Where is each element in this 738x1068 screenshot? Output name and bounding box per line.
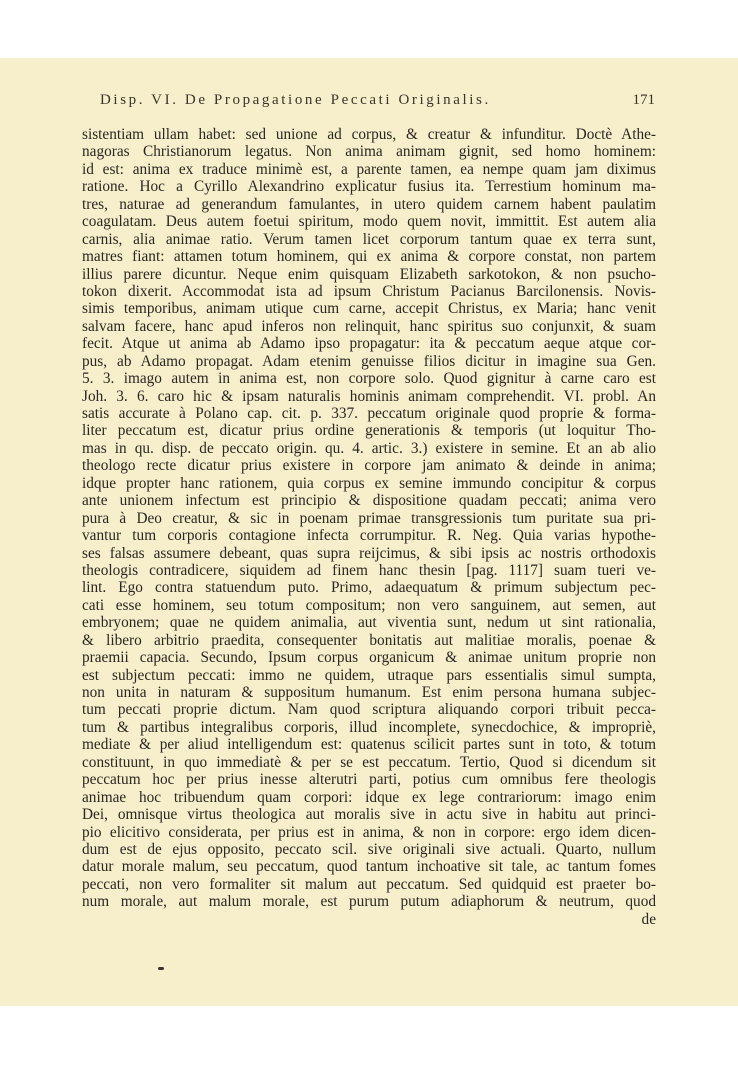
text-line: coagulatam. Deus autem foetui spiritum, modo quem novit, immittit. Est autem alia [82,213,656,231]
text-line: fecit. Atque ut anima ab Adamo ipso propagatur: ita & peccatum aeque atque cor- [82,335,656,353]
text-line: ses falsas assumere debeant, quas supra reijcimus, & sibi ipsis ac nostris orthodoxis [82,544,656,562]
book-page [0,58,738,1006]
text-line: simis temporibus, animam utique cum carne, accepit Christus, ex Maria; hanc venit [82,300,656,318]
text-line: constituunt, in quo immediatè & per se est peccatum. Tertio, Quod si dicendum sit [82,753,656,771]
text-line: idque propter hanc rationem, quia corpus ex semine immundo concipitur & corpus [82,474,656,492]
text-line: sistentiam ullam habet: sed unione ad corpus, & creatur & infunditur. Doctè Athe- [82,126,656,143]
body-text [82,126,656,928]
text-line: ratione. Hoc a Cyrillo Alexandrino explicatur fusius ita. Terrestium hominum ma- [82,178,656,196]
text-line: animae hoc tribuendum quam corpori: idque ex lege contrariorum: imago enim [82,788,656,806]
text-line: cati esse hominem, seu totum compositum; non vero sanguinem, aut semen, aut [82,596,656,614]
text-line: lint. Ego contra statuendum puto. Primo, adaequatum & primum subjectum pec- [82,579,656,597]
text-line: peccatum hoc per prius inesse alterutri parti, potius cum omnibus fere theologis [82,771,656,789]
text-line: tokon dixerit. Accommodat ista ad ipsum Christum Pacianus Barcilonensis. Novis- [82,282,656,300]
text-line: est subjectum peccati: immo ne quidem, utraque pars essentialis simul sumpta, [82,666,656,684]
running-title: Disp. VI. De Propagatione Peccati Originalis. [100,92,491,108]
page-number: 171 [632,92,655,108]
text-line: nagoras Christianorum legatus. Non anima animam gignit, sed homo hominem: [82,143,656,161]
text-line: ante unionem infectum est principio & dispositione quadam peccati; anima vero [82,492,656,510]
text-line: mediate & per aliud intelligendum est: quatenus scilicit partes sunt in toto, & totum [82,736,656,754]
text-line: matres fiant: attamen totum hominem, qui ex anima & corpore constat, non partem [82,248,656,266]
text-line: tum peccati proprie dictum. Nam quod scriptura aliquando corpori tribuit pecca- [82,701,656,719]
text-line: illius parere dicuntur. Neque enim quisquam Elizabeth sarkotokon, & non psucho- [82,265,656,283]
text-line: peccati, non vero formaliter sit malum aut peccatum. Sed quidquid est praeter bo- [82,875,656,893]
text-line: datur morale malum, seu peccatum, quod tantum inchoative sit tale, ac tantum fomes [82,858,656,876]
text-line: carnis, alia animae ratio. Verum tamen licet corporum tantum quae ex terra sunt, [82,230,656,248]
text-line: id est: anima ex traduce minimè est, a parente tamen, ea nempe quam jam diximus [82,160,656,178]
text-line: praemii capacia. Secundo, Ipsum corpus organicum & animae unitum proprie non [82,649,656,667]
text-line: salvam facere, hanc apud inferos non relinquit, hanc spiritus suo conjunxit, & suam [82,317,656,335]
ink-speck [158,967,164,970]
text-line: non unita in naturam & suppositum humanum. Est enim persona humana subjec- [82,684,656,701]
text-line: theologis contradicere, siquidem ad finem hanc thesin [pag. 1117] suam tueri ve- [82,561,656,579]
text-line: de [641,910,656,928]
text-line: satis accurate à Polano cap. cit. p. 337. peccatum originale quod proprie & forma- [82,405,656,422]
text-line: theologo recte dicatur prius existere in corpore jam animato & deinde in anima; [82,457,656,475]
text-line: Joh. 3. 6. caro hic & ipsam naturalis hominis animam comprehendit. VI. probl. An [82,387,656,405]
text-line: embryonem; quae ne quidem animalia, aut viventia sunt, nedum ut sint rationalia, [82,614,656,632]
text-line: Dei, omnisque virtus theologica aut moralis sive in actu sive in habitu aut princi- [82,806,656,824]
text-line: pura à Deo creatur, & sic in poenam primae transgressionis tum puritate sua pri- [82,509,656,527]
text-line: vantur tum corporis contagione infecta corrumpitur. R. Neg. Quia varias hypothe- [82,527,656,545]
text-line: 5. 3. imago autem in anima est, non corpore solo. Quod gignitur à carne caro est [82,370,656,388]
text-line: liter peccatum est, dicatur prius ordine generationis & temporis (ut loquitur Tho- [82,422,656,440]
text-line: pus, ab Adamo propagat. Adam etenim genuisse filios dicitur in imagine sua Gen. [82,352,656,370]
text-line: pio elicitivo considerata, per prius est in anima, & non in corpore: ergo idem dicen- [82,823,656,841]
text-line: num morale, aut malum morale, est purum putum adiaphorum & neutrum, quod [82,893,656,911]
text-line: tres, naturae ad generandum famulantes, in utero quidem carnem habent paulatim [82,195,656,213]
running-header [100,92,655,114]
text-line: tum & partibus integralibus corporis, illud incomplete, synecdochice, & impropriè, [82,718,656,736]
text-line: dum est de ejus opposito, peccato scil. sive originali sive actuali. Quarto, nullum [82,840,656,858]
text-line: & libero arbitrio praedita, consequenter bonitatis aut malitiae moralis, poenae & [82,631,656,649]
text-line: mas in qu. disp. de peccato origin. qu. 4. artic. 3.) existere in semine. Et an ab alio [82,439,656,457]
